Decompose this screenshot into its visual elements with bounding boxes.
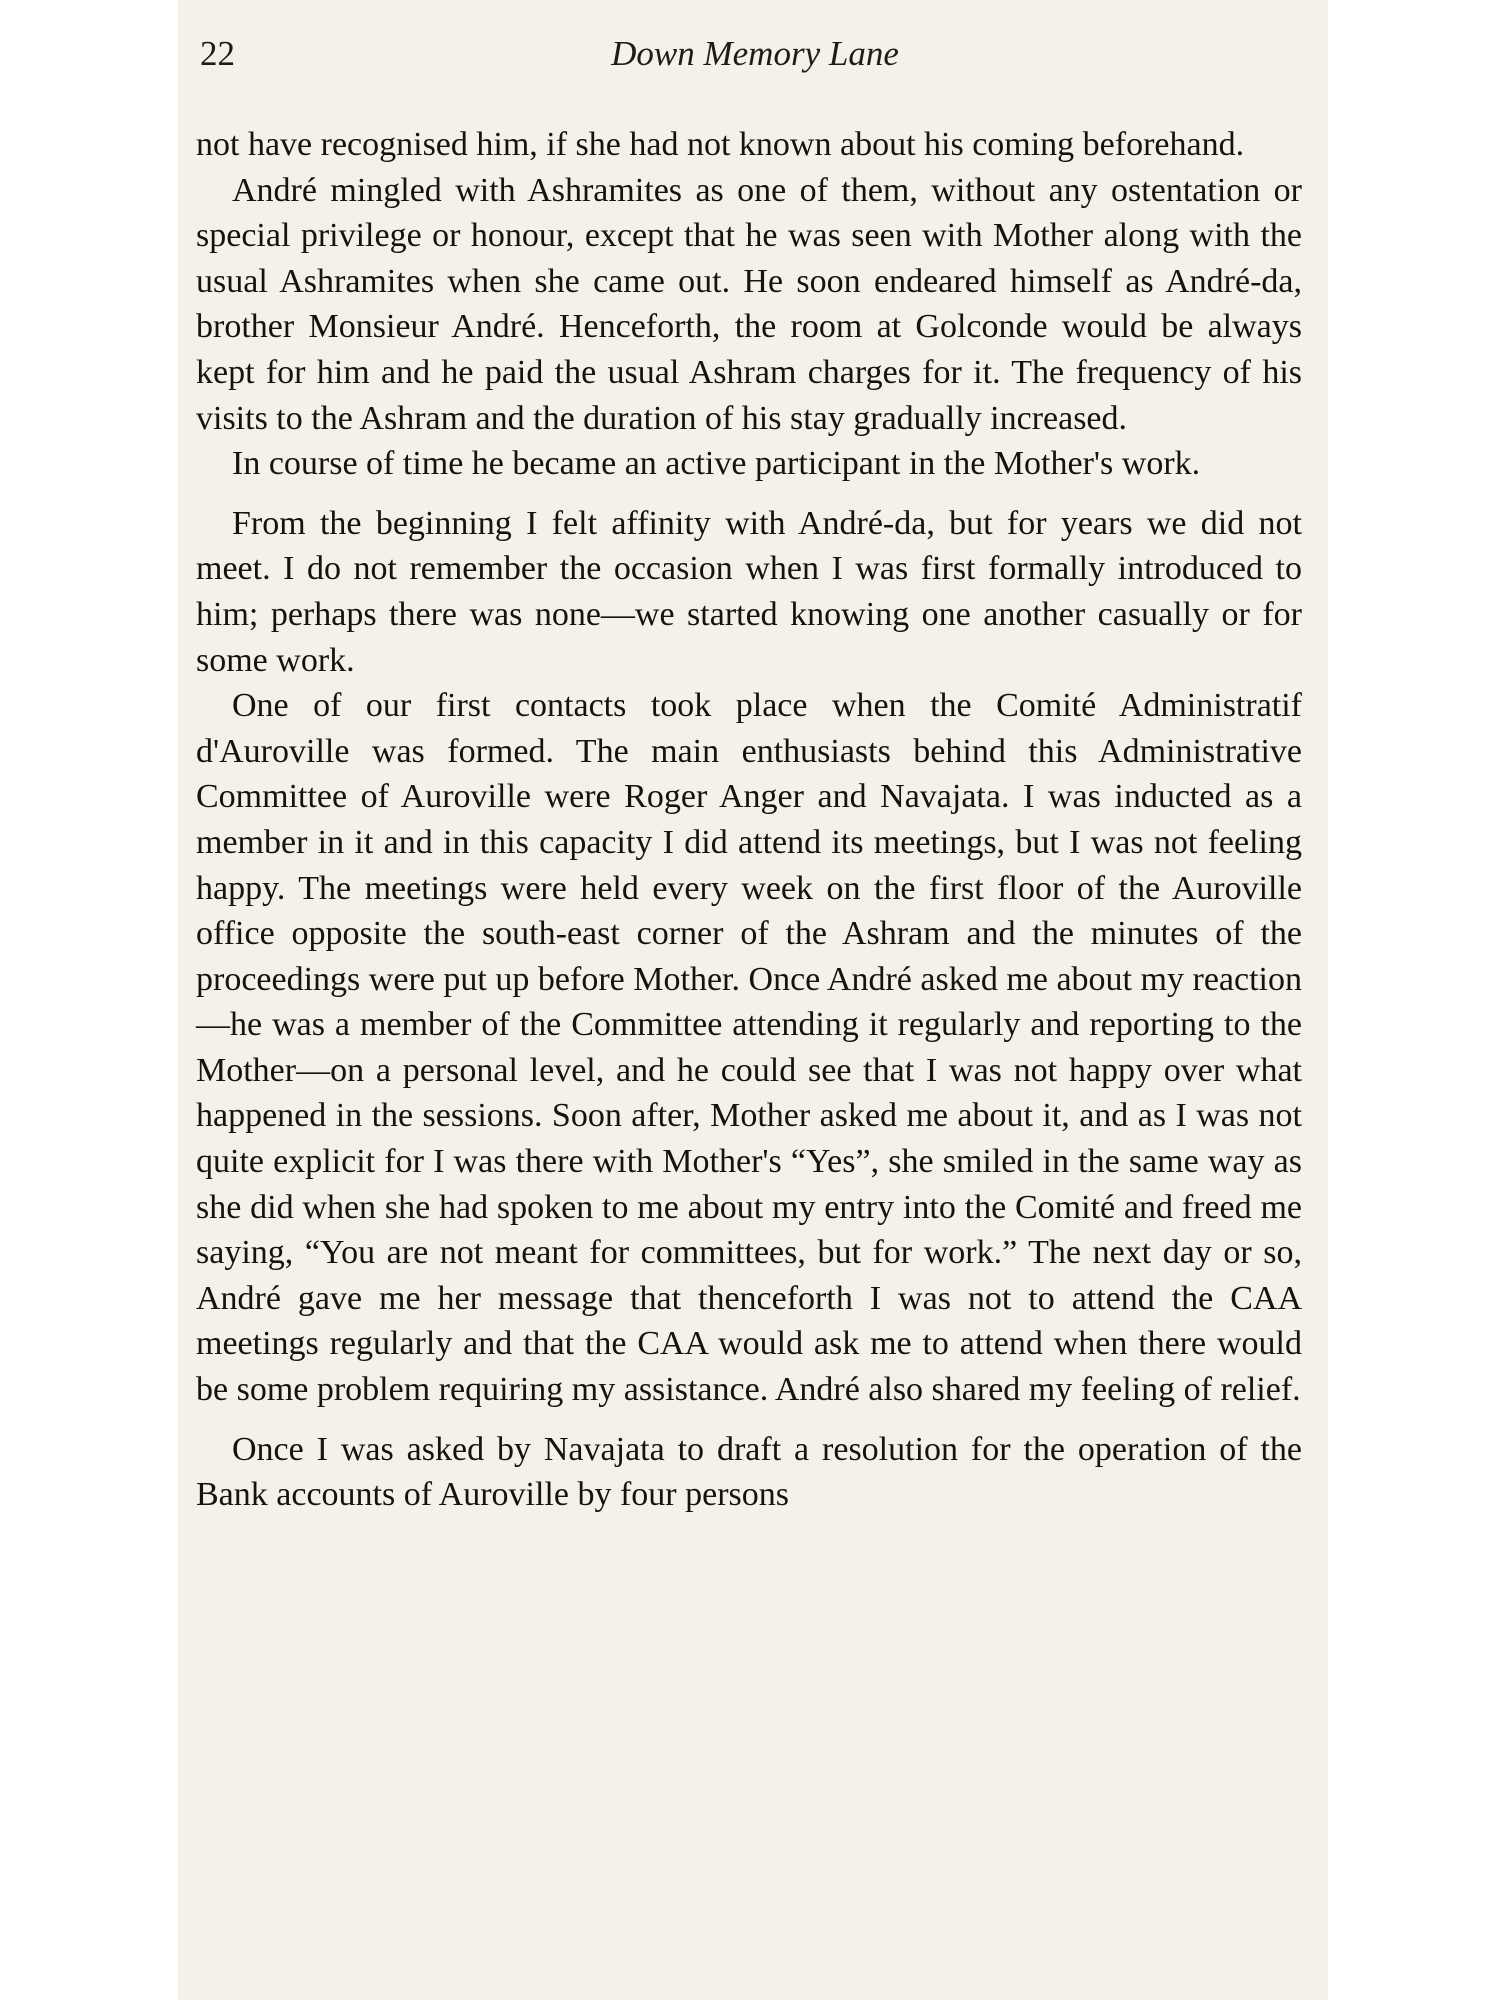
- paragraph: not have recognised him, if she had not known about his coming beforehand.: [196, 126, 1245, 163]
- body-text: [196, 122, 1302, 1518]
- paragraph: Once I was asked by Navajata to draft a resolution for the operation of the Bank accounts of Auroville by four persons: [196, 1430, 1302, 1514]
- paragraph: In course of time he became an active participant in the Mother's work.: [232, 445, 1201, 483]
- paragraph: One of our first contacts took place when the Comité Administratif d'Auroville was formed. The main enthusiasts behind this Administrative Committee of Auroville were Roger Anger and Navajata. I was inducted as a member in it and in this capacity I did attend its meetings, but I was not feeling happy. The meetings were held every week on the first floor of the Auroville office opposite the south-east corner of the Ashram and the minutes of the proceedings were put up before Mother. Once André asked me about my reaction—he was a member of the Committee attending it regularly and reporting to the Mother—on a personal level, and he could see that I was not happy over what happened in the sessions. Soon after, Mother asked me about it, and as I was not quite explicit for I was there with Mother's “Yes”, she smiled in the same way as she did when she had spoken to me about my entry into the Comité and freed me saying, “You are not meant for committees, but for work.” The next day or so, André gave me her message that thenceforth I was not to attend the CAA meetings regularly and that the CAA would ask me to attend when there would be some problem requiring my assistance. André also shared my feeling of relief.: [196, 687, 1302, 1409]
- running-head: Down Memory Lane: [611, 34, 899, 73]
- paragraph: André mingled with Ashramites as one of them, without any ostentation or special privilege or honour, except that he was seen with Mother along with the usual Ashramites when she came out. He soon endeared himself as André-da, brother Monsieur André. Henceforth, the room at Golconde would be always kept for him and he paid the usual Ashram charges for it. The frequency of his visits to the Ashram and the duration of his stay gradually increased.: [196, 171, 1302, 437]
- page-number: 22: [200, 34, 235, 73]
- page-header: [200, 26, 1310, 86]
- paragraph: From the beginning I felt affinity with André-da, but for years we did not meet. I do not remember the occasion when I was first formally introduced to him; perhaps there was none—we started knowing one another casually or for some work.: [196, 504, 1302, 679]
